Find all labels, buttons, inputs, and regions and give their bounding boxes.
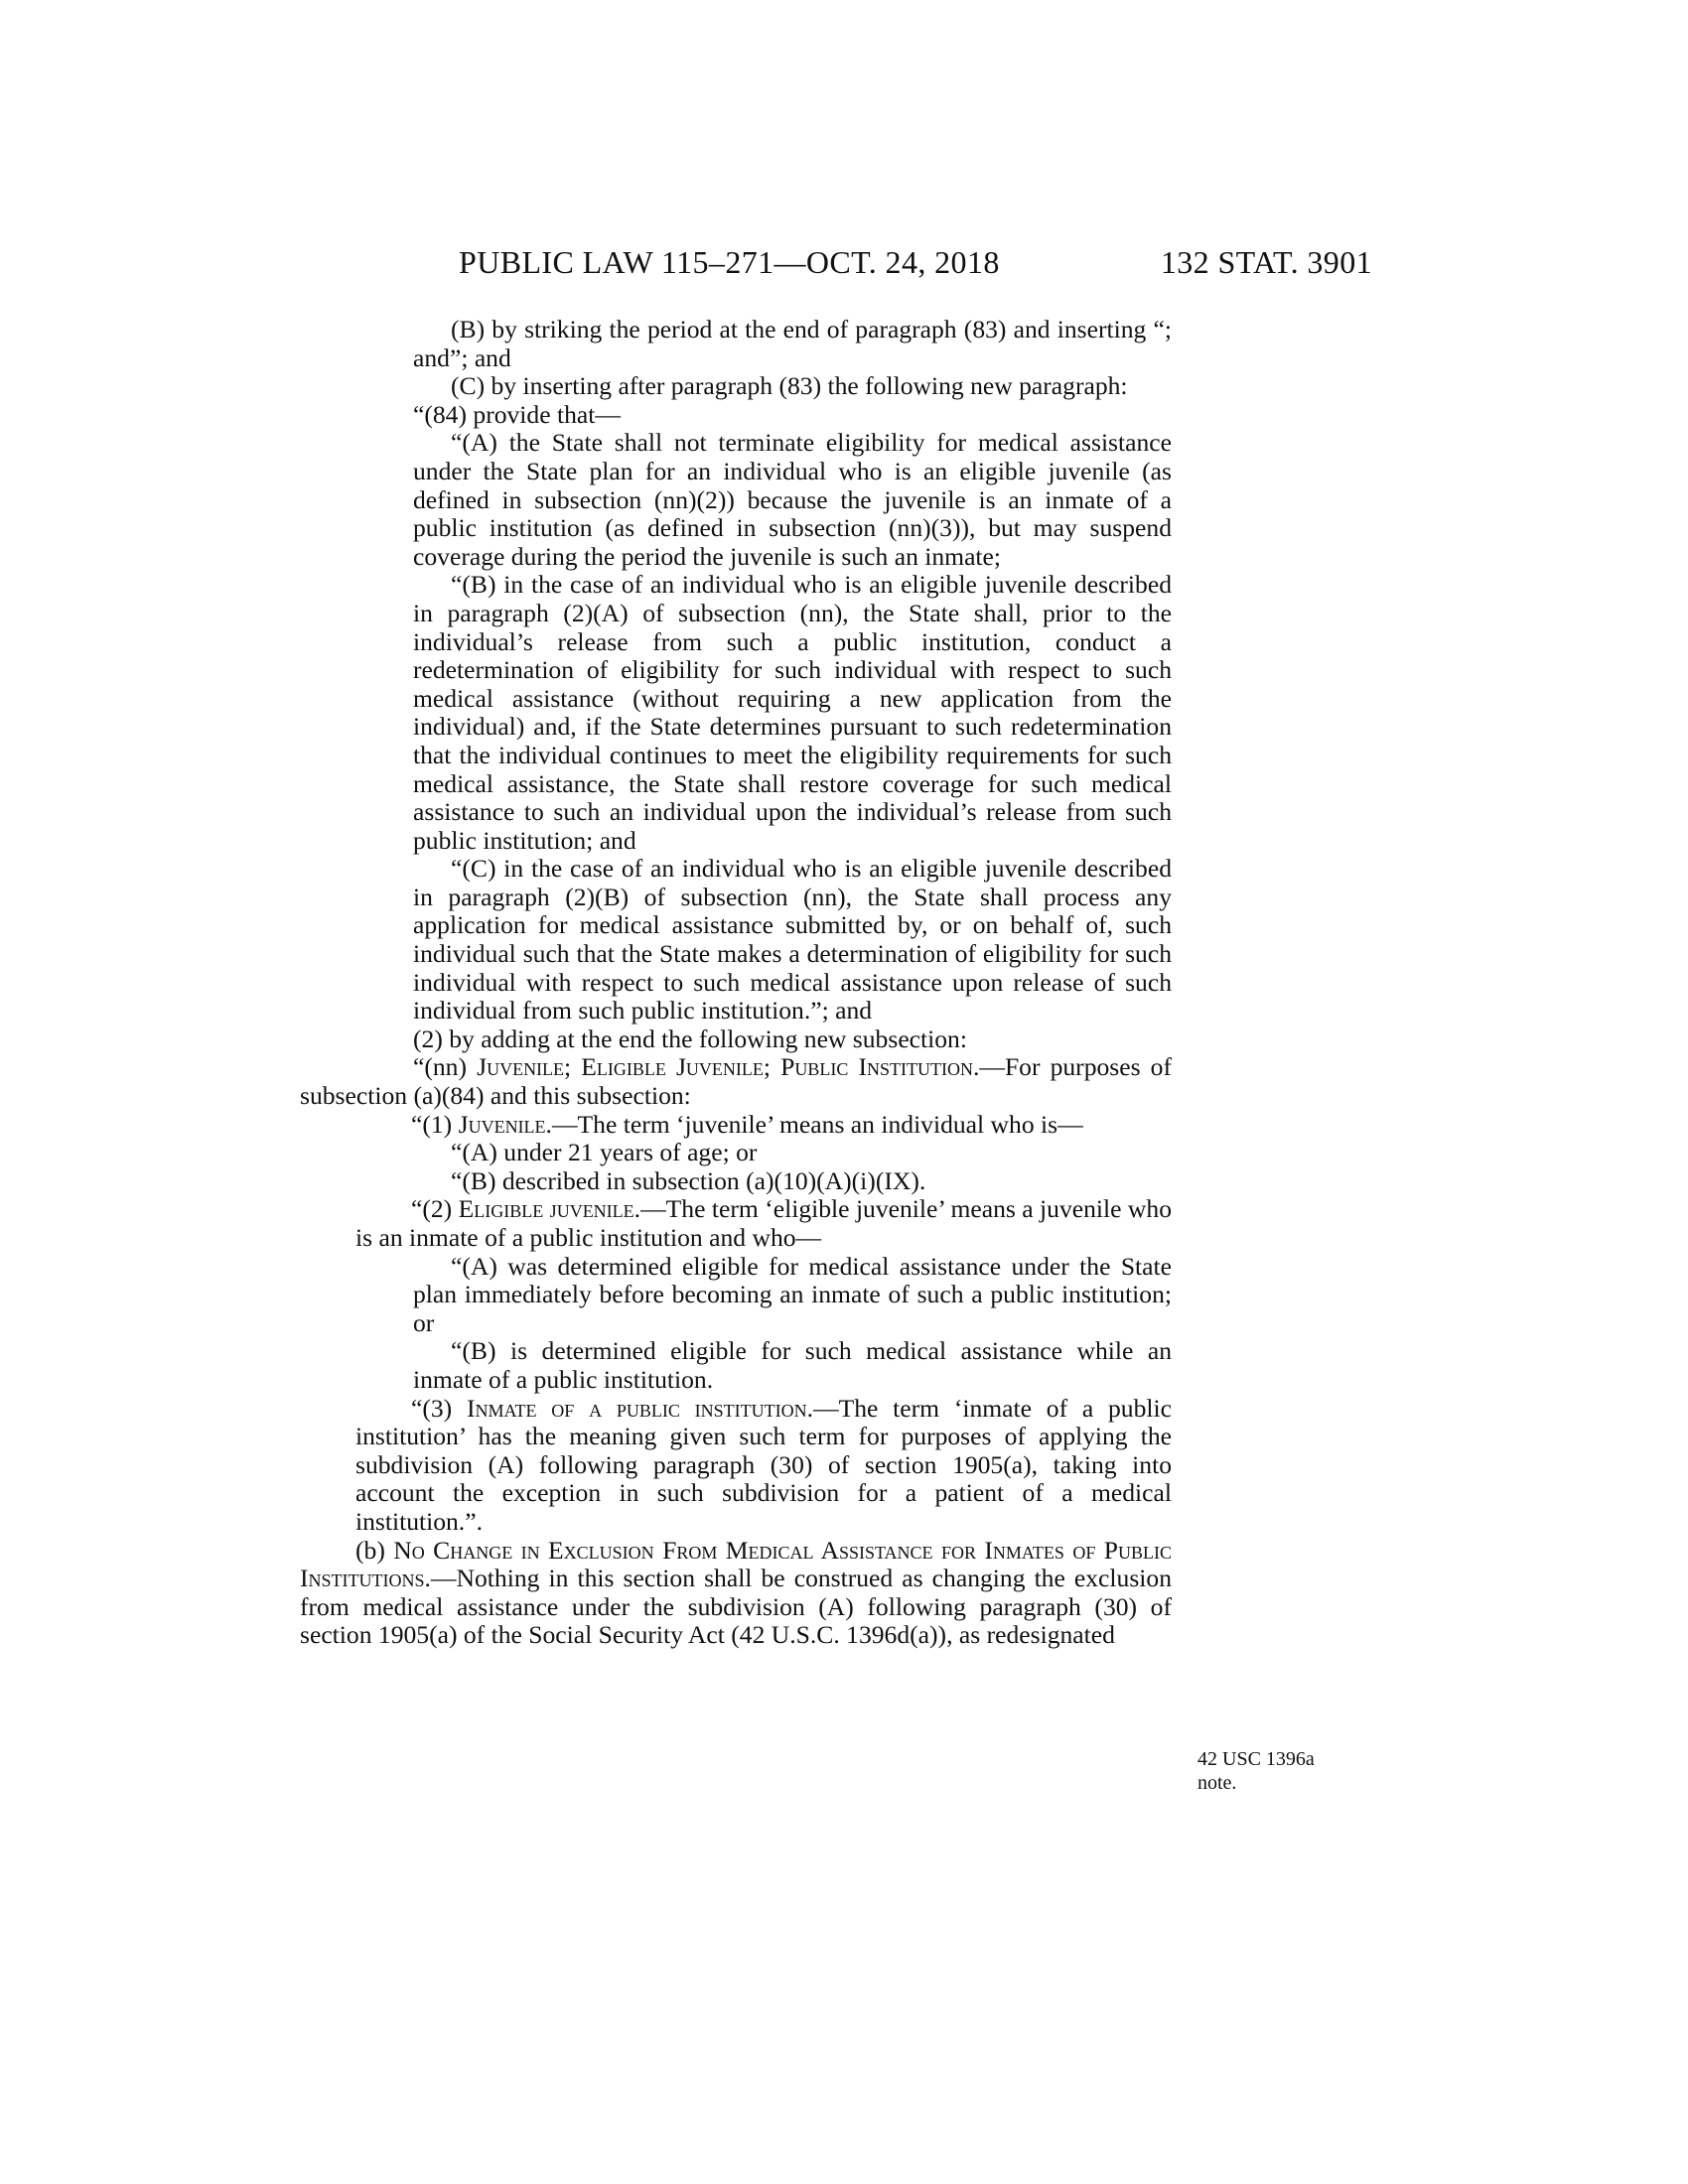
amendment-2-adding: (2) by adding at the end the following new subsection:: [413, 1024, 967, 1053]
definition-eligible-juvenile: [300, 1195, 1172, 1252]
subparagraph-84-b: “(B) in the case of an individual who is an eligible juvenile described in paragraph (2)(A) of subsection (nn), the State shall, prior to the individual’s release from such a public institution, conduct a redetermination of eligibility for such individual with respect to such medical assistance (without requiring a new application from the individual) and, if the State determines pursuant to such redetermination that the individual continues to meet the eligibility requirements for such medical assistance, the State shall restore coverage for such medical assistance to such an individual upon the individual’s release from such public institution; and: [413, 570, 1172, 855]
subsection-nn: [300, 1053, 1172, 1110]
definition-juvenile-heading: Juvenile.: [458, 1109, 552, 1139]
subsection-nn-prefix: “(nn): [413, 1052, 478, 1082]
definition-juvenile: [300, 1111, 1172, 1140]
definition-inmate-prefix: “(3): [411, 1393, 467, 1423]
definition-juvenile-b: “(B) described in subsection (a)(10)(A)(i)(IX).: [451, 1165, 926, 1195]
subparagraph-84-c: “(C) in the case of an individual who is an eligible juvenile described in paragraph (2)(B) of subsection (nn), the State shall process any application for medical assistance submitted by, or on behalf of, such individual such that the State makes a determination of eligibility for such individual with respect to such medical assistance upon release of such individual from such public institution.”; and: [413, 854, 1172, 1025]
definition-inmate: [300, 1395, 1172, 1537]
definition-eligible-juvenile-b: “(B) is determined eligible for such medical assistance while an inmate of a public institution.: [413, 1336, 1172, 1394]
subsection-b-no-change: [300, 1537, 1172, 1650]
margin-note-label: note.: [1197, 1772, 1237, 1794]
definition-juvenile-text: —The term ‘juvenile’ means an individual who is—: [551, 1109, 1083, 1139]
definition-inmate-text: —The term ‘inmate of a public institution’ has the meaning given such term for purposes of applying the subdivision (A) following paragraph (30) of section 1905(a), taking into account the exception in such subdivision for a patient of a medical institution.”.: [355, 1393, 1172, 1536]
clause-b-striking: (B) by striking the period at the end of paragraph (83) and inserting “; and”; and: [413, 315, 1172, 372]
definition-inmate-heading: Inmate of a public institution.: [466, 1393, 813, 1423]
public-law-citation: PUBLIC LAW 115–271—OCT. 24, 2018: [459, 244, 1000, 280]
subsection-nn-heading: Juvenile; Eligible Juvenile; Public Institution.: [477, 1052, 980, 1082]
document-body: [300, 316, 1172, 1650]
clause-c-inserting: (C) by inserting after paragraph (83) the following new paragraph:: [451, 371, 1128, 401]
subsection-b-prefix: (b): [355, 1535, 394, 1565]
definition-eligible-juvenile-a: “(A) was determined eligible for medical assistance under the State plan immediately before becoming an inmate of such a public institution; or: [413, 1251, 1172, 1337]
paragraph-84: “(84) provide that—: [413, 399, 621, 429]
margin-citation-note: [1197, 1747, 1356, 1795]
definition-eligible-juvenile-text: —The term ‘eligible juvenile’ means a juvenile who is an inmate of a public institution and who—: [355, 1194, 1173, 1252]
running-header: [459, 244, 1372, 284]
subsection-b-heading: No Change in Exclusion From Medical Assistance for Inmates of Public Institutions.: [300, 1535, 1172, 1593]
margin-note-usc: 42 USC 1396a: [1197, 1748, 1315, 1770]
definition-eligible-juvenile-heading: Eligible juvenile.: [458, 1194, 641, 1224]
definition-eligible-juvenile-prefix: “(2): [411, 1194, 459, 1224]
subsection-b-text: —Nothing in this section shall be construed as changing the exclusion from medical assistance under the subdivision (A) following paragraph (30) of section 1905(a) of the Social Security Act (42 U.S.C. 1396d(a)), as redesignated: [300, 1564, 1172, 1650]
subsection-nn-text: —For purposes of subsection (a)(84) and this subsection:: [300, 1052, 1172, 1111]
definition-juvenile-prefix: “(1): [411, 1109, 459, 1139]
statute-page-number: 132 STAT. 3901: [1160, 244, 1372, 280]
subparagraph-84-a: “(A) the State shall not terminate eligibility for medical assistance under the State plan for an individual who is an eligible juvenile (as defined in subsection (nn)(2)) because the juvenile is an inmate of a public institution (as defined in subsection (nn)(3)), but may suspend coverage during the period the juvenile is such an inmate;: [413, 428, 1172, 571]
definition-juvenile-a: “(A) under 21 years of age; or: [451, 1138, 758, 1167]
